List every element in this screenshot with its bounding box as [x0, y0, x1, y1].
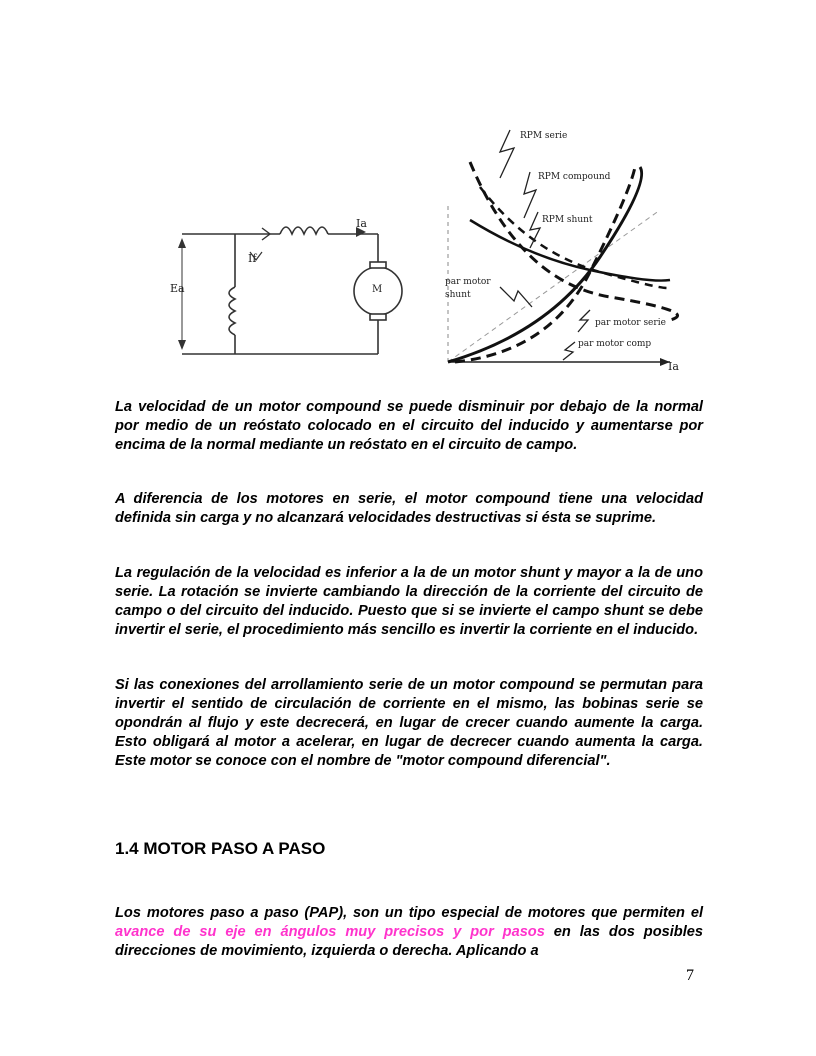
paragraph-5-start: Los motores paso a paso (PAP), son un tipo especial de motores que permiten el [115, 905, 703, 921]
label-axis-ia: Ia [668, 360, 679, 373]
paragraph-5 [115, 904, 703, 961]
circuit-diagram [182, 227, 402, 354]
label-ea: Ea [170, 282, 185, 295]
label-rpm-serie: RPM serie [520, 131, 568, 141]
page-number: 7 [686, 967, 694, 984]
paragraph-4: Si las conexiones del arrollamiento serie de un motor compound se permutan para invertir el sentido de circulación de corriente en el mismo, las bobinas serie se opondrán al flujo y este decrecerá, en lugar de crecer cuando aumente la carga. Esto obligará al motor a acelerar, en lugar de decrecer cuando aumenta la carga. Este motor se conoce con el nombre de "motor compound diferencial". [115, 677, 703, 769]
label-rpm-compound: RPM compound [538, 172, 611, 182]
label-ia-circuit: Ia [356, 217, 367, 230]
paragraph-3: La regulación de la velocidad es inferior a la de un motor shunt y mayor a la de uno serie. La rotación se invierte cambiando la dirección de la corriente del circuito de campo o del circuito del inducido. Puesto que si se invierte el campo shunt se debe invertir el serie, el procedimiento más sencillo es invertir la corriente en el inducido. [115, 565, 703, 638]
label-if: If [248, 252, 257, 265]
label-par-motor-shunt-1: par motor [445, 277, 491, 287]
characteristic-curves [448, 130, 678, 366]
section-heading: 1.4 MOTOR PASO A PASO [115, 839, 326, 858]
label-motor: M [372, 284, 383, 295]
highlighted-text: avance de su eje en ángulos muy precisos y por pasos [115, 924, 545, 940]
paragraph-1: La velocidad de un motor compound se puede disminuir por debajo de la normal por medio de un reóstato colocado en el circuito del inducido y aumentarse por encima de la normal mediante un reóstato en el circuito de campo. [115, 399, 703, 453]
label-par-motor-serie: par motor serie [595, 318, 666, 328]
label-par-motor-comp: par motor comp [578, 339, 652, 349]
label-rpm-shunt: RPM shunt [542, 215, 593, 225]
paragraph-5-end: en las dos posibles direcciones de movimiento, izquierda o derecha. Aplicando a [115, 924, 703, 959]
paragraph-2: A diferencia de los motores en serie, el motor compound tiene una velocidad definida sin carga y no alcanzará velocidades destructivas si ésta se suprime. [115, 491, 703, 526]
motor-compound-figure [170, 92, 710, 382]
label-par-motor-shunt-2: shunt [445, 290, 471, 300]
